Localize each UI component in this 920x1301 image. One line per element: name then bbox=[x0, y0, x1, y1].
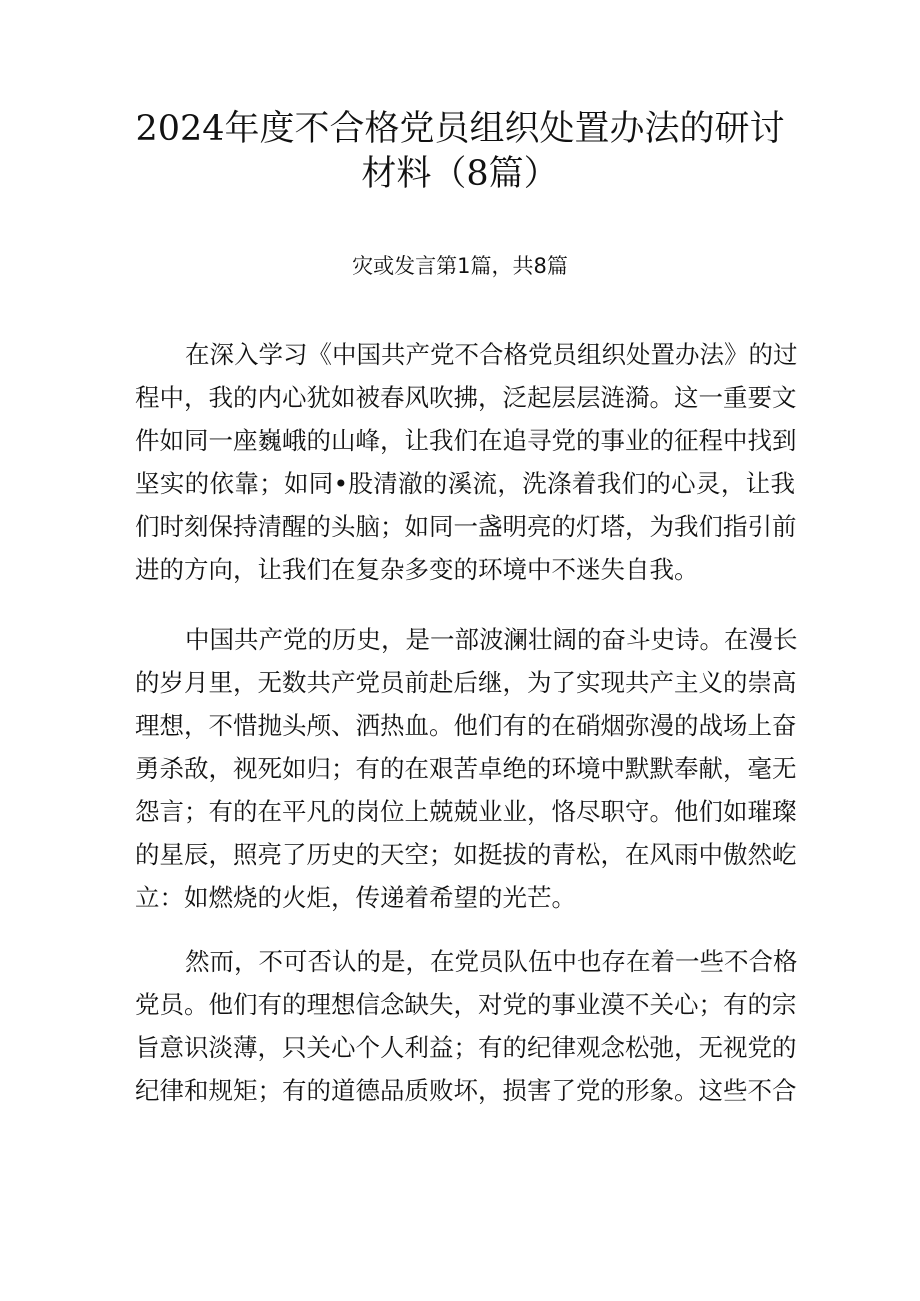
title-line-1: 2024年度不合格党员组织处置办法的研讨 bbox=[135, 109, 785, 149]
document-subtitle: 灾或发言第1篇，共8篇 bbox=[352, 254, 568, 278]
paragraph-line: 旨意识淡薄，只关心个人利益；有的纪律观念松弛，无视党的 bbox=[135, 1033, 797, 1062]
paragraph-1 bbox=[135, 333, 798, 591]
paragraph-line: 党员。他们有的理想信念缺失，对党的事业漠不关心；有的宗 bbox=[135, 990, 797, 1019]
paragraph-line: 的星辰，照亮了历史的天空；如挺拔的青松，在风雨中傲然屹 bbox=[135, 840, 797, 869]
paragraph-line: 的岁月里，无数共产党员前赴后继，为了实现共产主义的崇高 bbox=[135, 668, 797, 697]
paragraph-line: 在深入学习《中国共产党不合格党员组织处置办法》的过 bbox=[185, 340, 798, 369]
paragraph-line: 纪律和规矩；有的道德品质败坏，损害了党的形象。这些不合 bbox=[135, 1076, 797, 1105]
title-line-2: 材料（8篇） bbox=[361, 154, 559, 194]
paragraph-line: 程中，我的内心犹如被春风吹拂，泛起层层涟漪。这一重要文 bbox=[135, 383, 797, 412]
paragraph-line: 立：如燃烧的火炬，传递着希望的光芒。 bbox=[135, 883, 576, 912]
document-title bbox=[0, 107, 920, 197]
paragraph-line: 然而，不可否认的是，在党员队伍中也存在着一些不合格 bbox=[185, 947, 798, 976]
paragraph-3 bbox=[135, 940, 798, 1112]
paragraph-line: 理想，不惜抛头颅、洒热血。他们有的在硝烟弥漫的战场上奋 bbox=[135, 711, 797, 740]
paragraph-line: 怨言；有的在平凡的岗位上兢兢业业，恪尽职守。他们如璀璨 bbox=[135, 797, 797, 826]
paragraph-line: 坚实的依靠；如同•股清澈的溪流，洗涤着我们的心灵，让我 bbox=[135, 469, 795, 498]
paragraph-line: 们时刻保持清醒的头脑；如同一盏明亮的灯塔，为我们指引前 bbox=[135, 512, 797, 541]
paragraph-2 bbox=[135, 618, 798, 919]
paragraph-line: 勇杀敌，视死如归；有的在艰苦卓绝的环境中默默奉献，毫无 bbox=[135, 754, 797, 783]
paragraph-line: 件如同一座巍峨的山峰，让我们在追寻党的事业的征程中找到 bbox=[135, 426, 797, 455]
paragraph-line: 中国共产党的历史，是一部波澜壮阔的奋斗史诗。在漫长 bbox=[185, 625, 798, 654]
paragraph-line: 进的方向，让我们在复杂多变的环境中不迷失自我。 bbox=[135, 555, 699, 584]
